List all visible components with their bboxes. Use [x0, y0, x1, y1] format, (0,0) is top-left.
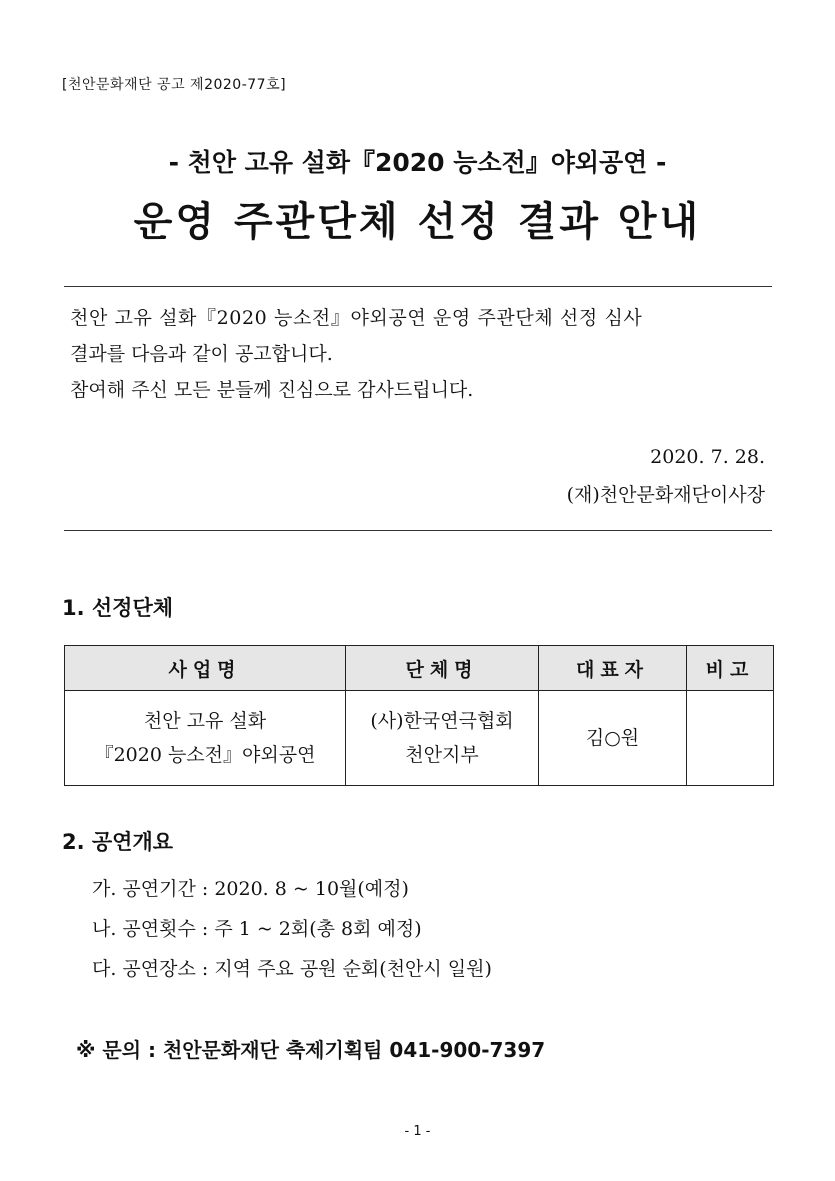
issuer: (재)천안문화재단이사장 [566, 484, 765, 506]
org-line-2: 천안지부 [405, 744, 479, 766]
notice-number: [천안문화재단 공고 제2020-77호] [62, 77, 287, 93]
section-1-heading: 1. 선정단체 [62, 596, 174, 620]
announcement-date: 2020. 7. 28. [650, 446, 765, 468]
top-divider [64, 286, 772, 287]
cell-note [687, 691, 774, 786]
contact-info: ※ 문의 : 천안문화재단 축제기획팀 041-900-7397 [76, 1038, 546, 1062]
page-number: - 1 - [404, 1124, 431, 1139]
document-subtitle: - 천안 고유 설화『2020 능소전』야외공연 - [168, 148, 667, 177]
selection-result-table [64, 645, 774, 786]
cell-organization [346, 691, 539, 786]
body-line-3: 참여해 주신 모든 분들께 진심으로 감사드립니다. [70, 379, 474, 401]
body-line-1: 천안 고유 설화『2020 능소전』야외공연 운영 주관단체 선정 심사 [70, 307, 643, 329]
header-representative: 대표자 [539, 646, 687, 691]
cell-project [65, 691, 346, 786]
outline-item-period: 가. 공연기간 : 2020. 8 ~ 10월(예정) [92, 878, 409, 900]
document-title: 운영 주관단체 선정 결과 안내 [133, 199, 702, 245]
section-2-heading: 2. 공연개요 [62, 830, 174, 854]
cell-representative: 김○원 [539, 691, 687, 786]
body-line-2: 결과를 다음과 같이 공고합니다. [70, 343, 333, 365]
table-header-row [65, 646, 774, 691]
project-line-1: 천안 고유 설화 [143, 710, 267, 732]
outline-item-venue: 다. 공연장소 : 지역 주요 공원 순회(천안시 일원) [92, 958, 492, 980]
header-project: 사업명 [65, 646, 346, 691]
org-line-1: (사)한국연극협회 [370, 710, 514, 732]
header-note: 비고 [687, 646, 774, 691]
bottom-divider [64, 530, 772, 531]
table-row [65, 691, 774, 786]
outline-item-count: 나. 공연횟수 : 주 1 ~ 2회(총 8회 예정) [92, 918, 422, 940]
header-organization: 단체명 [346, 646, 539, 691]
project-line-2: 『2020 능소전』야외공연 [94, 744, 316, 766]
